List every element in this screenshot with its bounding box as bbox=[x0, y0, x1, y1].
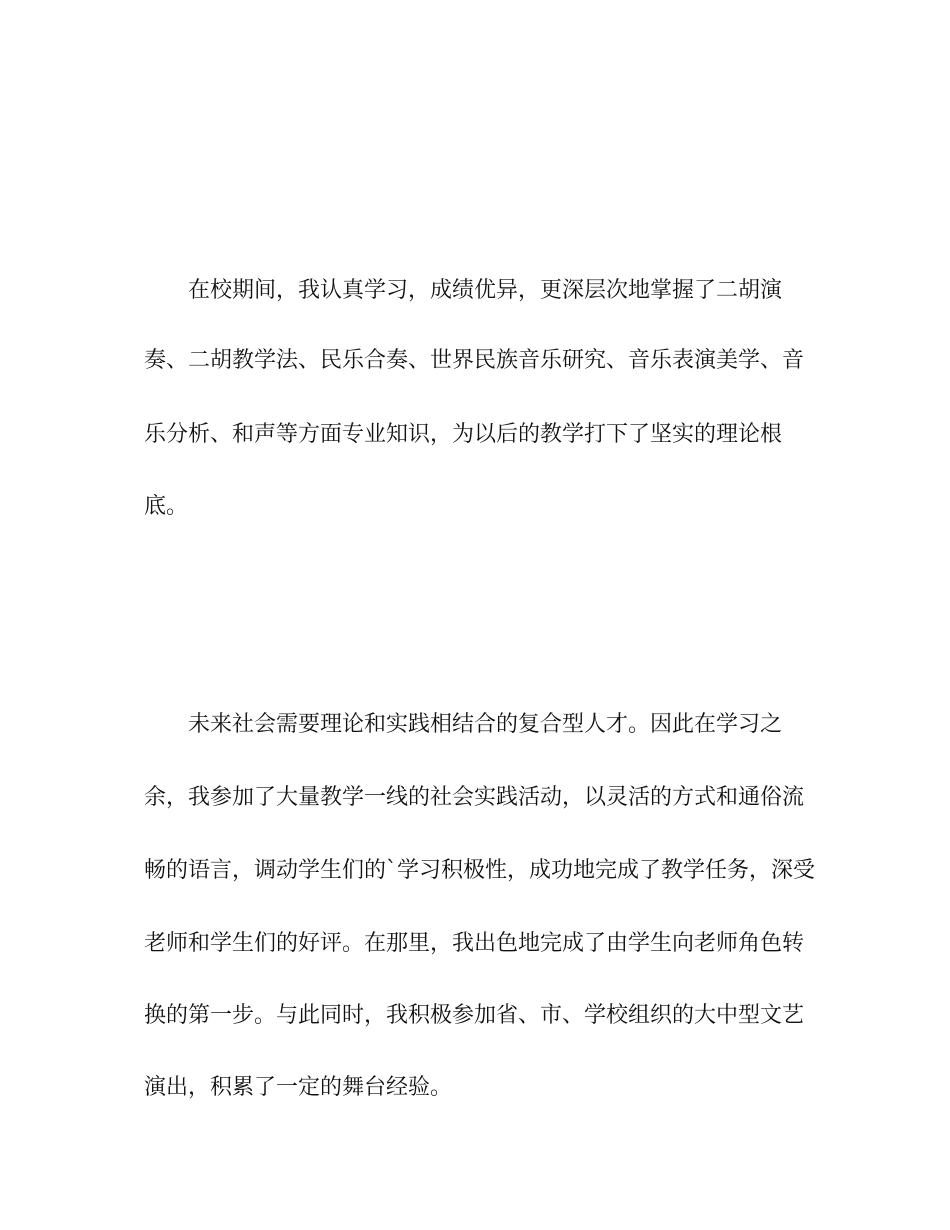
paragraph-2-line-6: 演出，积累了一定的舞台经验。 bbox=[144, 1075, 453, 1100]
paragraph-2-line-4: 老师和学生们的好评。在那里，我出色地完成了由学生向老师角色转 bbox=[144, 931, 805, 956]
paragraph-1-line-4: 底。 bbox=[144, 494, 189, 519]
paragraph-1-line-2: 奏、二胡教学法、民乐合奏、世界民族音乐研究、音乐表演美学、音 bbox=[144, 348, 805, 373]
paragraph-2-line-5: 换的第一步。与此同时，我积极参加省、市、学校组织的大中型文艺 bbox=[144, 1003, 805, 1028]
paragraph-2-line-2: 余，我参加了大量教学一线的社会实践活动，以灵活的方式和通俗流 bbox=[144, 785, 805, 810]
paragraph-1-line-3: 乐分析、和声等方面专业知识，为以后的教学打下了坚实的理论根 bbox=[144, 422, 783, 447]
paragraph-2-line-1: 未来社会需要理论和实践相结合的复合型人才。因此在学习之 bbox=[188, 712, 783, 737]
paragraph-2-line-3: 畅的语言，调动学生们的`学习积极性，成功地完成了教学任务，深受 bbox=[144, 858, 816, 883]
paragraph-1-line-1: 在校期间，我认真学习，成绩优异，更深层次地掌握了二胡演 bbox=[188, 278, 783, 303]
